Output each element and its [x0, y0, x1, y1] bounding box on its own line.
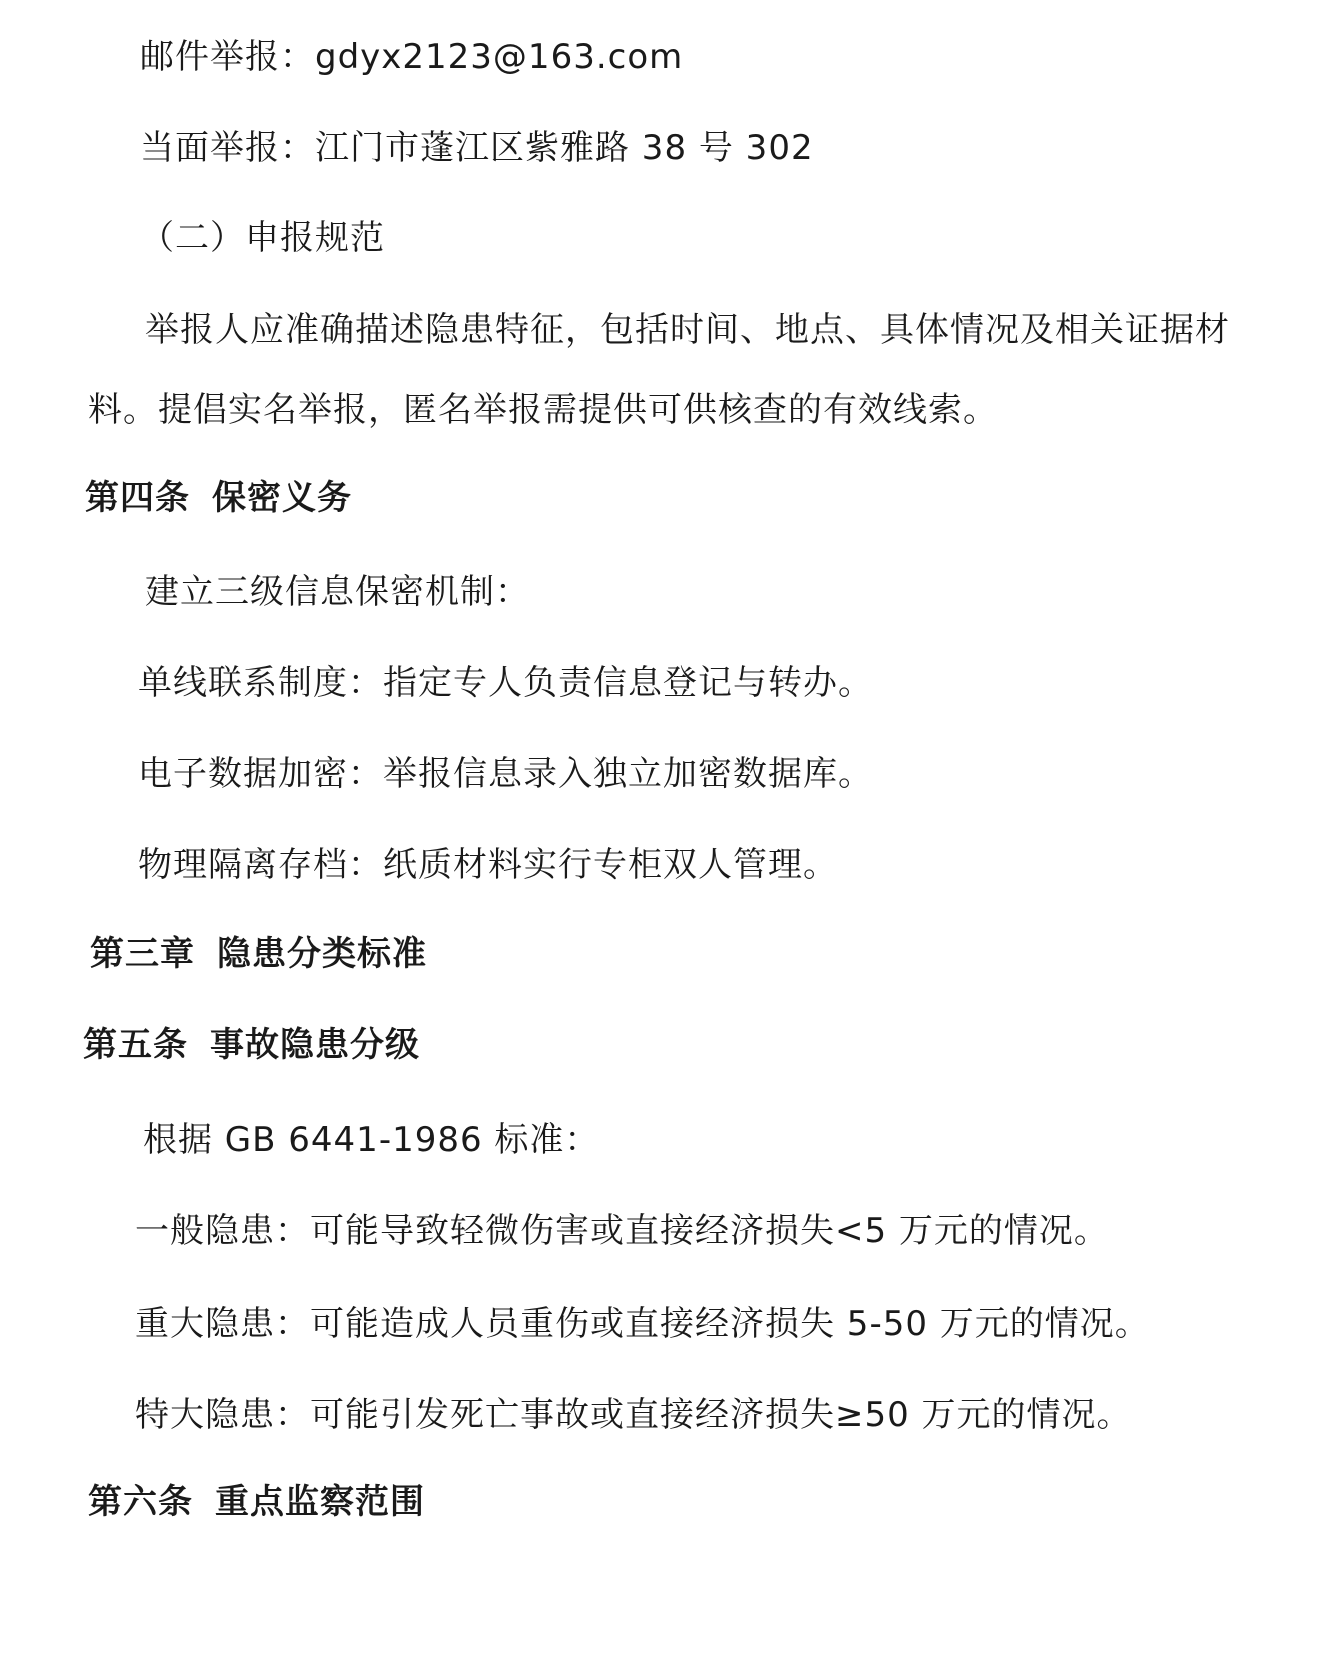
article-5-number: 第五条 [83, 1025, 188, 1065]
article-4-intro: 建立三级信息保密机制： [145, 572, 530, 612]
in-person-report-line: 当面举报：江门市蓬江区紫雅路 38 号 302 [140, 128, 814, 168]
article-5-item-3: 特大隐患：可能引发死亡事故或直接经济损失≥50 万元的情况。 [135, 1395, 1132, 1435]
article-6-number: 第六条 [88, 1482, 193, 1522]
article-4-item-3: 物理隔离存档：纸质材料实行专柜双人管理。 [138, 845, 838, 885]
article-4-number: 第四条 [85, 478, 190, 518]
article-4-heading [85, 476, 352, 520]
section-2-title: （二）申报规范 [140, 218, 385, 258]
chapter-3-heading [90, 932, 427, 976]
article-5-item-1: 一般隐患：可能导致轻微伤害或直接经济损失<5 万元的情况。 [135, 1211, 1109, 1251]
section-2-paragraph-line-2: 料。提倡实名举报，匿名举报需提供可供核查的有效线索。 [88, 390, 998, 430]
article-4-item-1: 单线联系制度：指定专人负责信息登记与转办。 [138, 663, 873, 703]
chapter-3-number: 第三章 [90, 934, 195, 974]
article-5-heading [83, 1023, 420, 1067]
article-4-item-2: 电子数据加密：举报信息录入独立加密数据库。 [138, 754, 873, 794]
article-6-title: 重点监察范围 [215, 1482, 425, 1522]
article-5-intro: 根据 GB 6441-1986 标准： [143, 1120, 600, 1160]
article-5-item-2: 重大隐患：可能造成人员重伤或直接经济损失 5-50 万元的情况。 [135, 1304, 1150, 1344]
chapter-3-title: 隐患分类标准 [217, 934, 427, 974]
article-4-title: 保密义务 [212, 478, 352, 518]
article-5-title: 事故隐患分级 [210, 1025, 420, 1065]
email-report-line: 邮件举报：gdyx2123@163.com [140, 37, 684, 77]
article-6-heading [88, 1480, 425, 1524]
section-2-paragraph-line-1: 举报人应准确描述隐患特征，包括时间、地点、具体情况及相关证据材 [145, 310, 1230, 350]
